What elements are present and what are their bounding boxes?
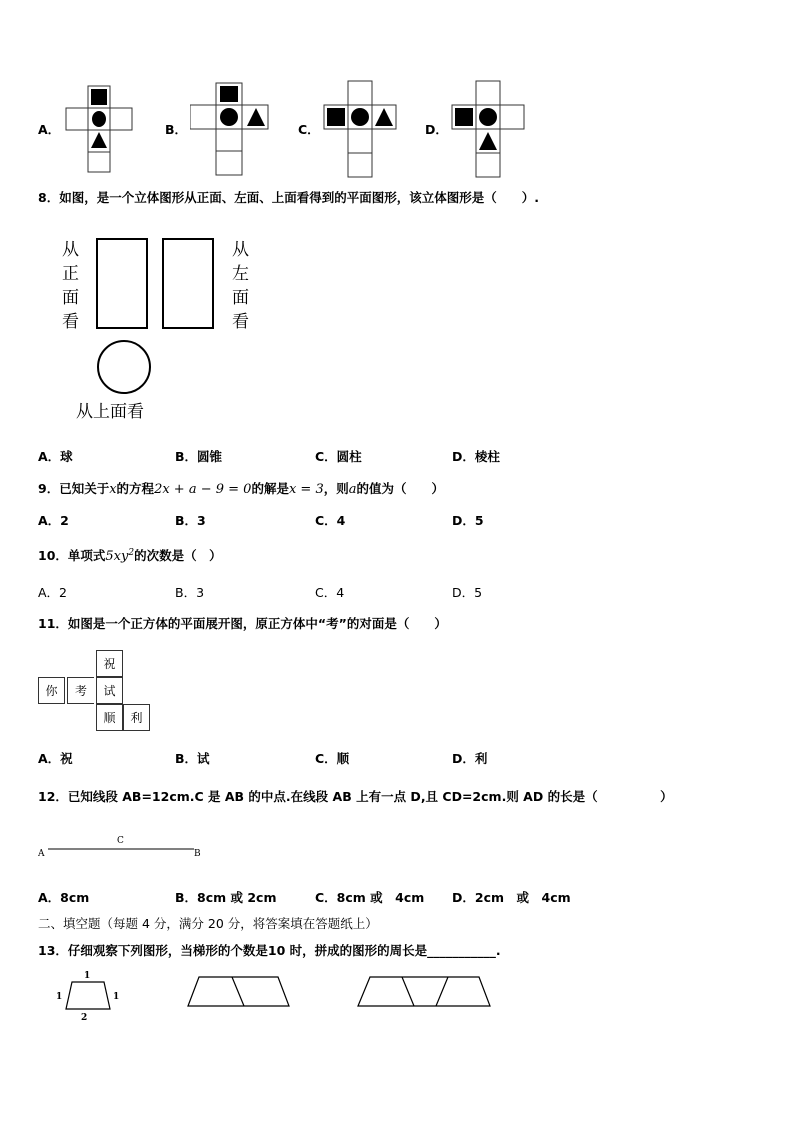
q9-suffix: 的值为（ ）	[356, 481, 445, 496]
q8-top-view-circle	[97, 340, 151, 394]
circle-icon	[479, 108, 497, 126]
q8-option-c: C．圆柱	[315, 449, 362, 464]
q11-cell: 顺	[96, 704, 123, 731]
q13-end: .	[495, 943, 501, 958]
circle-icon	[220, 108, 238, 126]
q8-left-label-char: 左	[232, 264, 249, 284]
q8-front-label	[62, 238, 82, 334]
square-icon	[91, 89, 107, 105]
q11-question-text: 11．如图是一个正方体的平面展开图，原正方体中“考”的对面是（ ）	[38, 616, 447, 631]
q12-point-b: B	[194, 849, 201, 859]
q8-front-label-char: 正	[62, 264, 79, 284]
triangle-icon	[479, 132, 497, 150]
q8-top-label: 从上面看	[76, 402, 144, 422]
q13-trapezoid-figures	[48, 968, 508, 1023]
q8-front-view-rect	[96, 238, 148, 329]
q11-cell: 试	[96, 677, 123, 704]
q9-mid3: ，则	[323, 481, 349, 496]
q11-cell: 祝	[96, 650, 123, 677]
q8-option-d: D．棱柱	[452, 449, 500, 464]
q13-figure-3	[358, 977, 490, 1006]
q11-option-c: C．顺	[315, 751, 350, 766]
q11-cell: 考	[67, 677, 94, 704]
triangle-icon	[375, 108, 393, 126]
q13-label-left: 1	[56, 992, 63, 1002]
q13-figure-1	[56, 971, 119, 1023]
q12-segment-figure	[38, 832, 208, 864]
q13-label-top: 1	[84, 971, 91, 981]
q12-option-a: A．8cm	[38, 890, 90, 905]
circle-icon	[351, 108, 369, 126]
q8-left-view-rect	[162, 238, 214, 329]
q12-question-text: 12．已知线段 AB=12cm.C 是 AB 的中点.在线段 AB 上有一点 D,且 CD=2cm.则 AD 的长是（ ）	[38, 789, 673, 804]
q10-option-b: B．3	[175, 585, 205, 600]
triangle-icon	[247, 108, 265, 126]
q11-option-d: D．利	[452, 751, 488, 766]
q9-option-a: A．2	[38, 513, 69, 528]
q11-cell: 利	[123, 704, 150, 731]
q12-point-a: A	[38, 849, 45, 859]
q8-option-b: B．圆锥	[175, 449, 223, 464]
square-icon	[220, 86, 238, 102]
q8-option-a: A．球	[38, 449, 73, 464]
q13-question-text	[38, 941, 501, 959]
q10-option-c: C．4	[315, 585, 345, 600]
q9-mid2: 的解是	[251, 481, 289, 496]
q10-question-text	[38, 546, 222, 564]
q11-option-a: A．祝	[38, 751, 73, 766]
q9-option-c: C．4	[315, 513, 346, 528]
q7-net-b	[190, 82, 280, 177]
q12-point-c: C	[117, 836, 124, 846]
q8-left-label-char: 从	[232, 240, 249, 260]
q9-option-b: B．3	[175, 513, 206, 528]
q9-prefix: 9．已知关于	[38, 481, 110, 496]
q7-net-a	[60, 84, 140, 174]
q7-net-c	[322, 80, 412, 178]
q8-front-label-char: 从	[62, 240, 79, 260]
square-icon	[327, 108, 345, 126]
q11-option-b: B．试	[175, 751, 210, 766]
q9-solution: x = 3	[288, 482, 324, 497]
q8-left-label	[232, 238, 252, 334]
q12-option-d: D．2cm 或 4cm	[452, 890, 571, 905]
q8-left-label-char: 面	[232, 288, 249, 308]
q10-option-a: A．2	[38, 585, 68, 600]
q7-option-a-label: A．	[38, 122, 61, 137]
q9-equation: 2x + a − 9 = 0	[154, 482, 252, 497]
circle-icon	[92, 111, 106, 127]
q11-cube-net	[38, 650, 158, 735]
q10-option-d: D．5	[452, 585, 483, 600]
q12-option-c: C．8cm 或 4cm	[315, 890, 425, 905]
q7-net-d	[448, 80, 530, 178]
q13-label-bottom: 2	[81, 1013, 88, 1023]
q8-question-text: 8．如图，是一个立体图形从正面、左面、上面看得到的平面图形，该立体图形是（ ）.	[38, 190, 539, 205]
q10-exponent: 2	[128, 547, 135, 558]
q11-cell: 你	[38, 677, 65, 704]
q10-suffix: 的次数是（ ）	[134, 548, 222, 563]
q8-front-label-char: 面	[62, 288, 79, 308]
q10-monomial: 5xy	[105, 549, 129, 564]
q9-var-a: a	[348, 482, 357, 497]
q9-option-d: D．5	[452, 513, 484, 528]
triangle-icon	[91, 132, 107, 148]
square-icon	[455, 108, 473, 126]
q13-answer-blank: ___________	[427, 943, 496, 958]
q9-var-x: x	[109, 482, 117, 497]
q8-front-label-char: 看	[62, 312, 79, 332]
q13-label-right: 1	[113, 992, 120, 1002]
q12-option-b: B．8cm 或 2cm	[175, 890, 277, 905]
q10-prefix: 10．单项式	[38, 548, 106, 563]
q7-option-c-label: C．	[298, 122, 320, 137]
q7-option-d-label: D．	[425, 122, 448, 137]
q8-left-label-char: 看	[232, 312, 249, 332]
q13-figure-2	[188, 977, 289, 1006]
q9-question-text	[38, 479, 444, 497]
q9-mid: 的方程	[116, 481, 155, 496]
q13-text: 13．仔细观察下列图形，当梯形的个数是10 时，拼成的图形的周长是	[38, 943, 428, 958]
q7-option-b-label: B．	[165, 122, 188, 137]
section-2-heading: 二、填空题（每题 4 分，满分 20 分，将答案填在答题纸上）	[38, 916, 378, 931]
